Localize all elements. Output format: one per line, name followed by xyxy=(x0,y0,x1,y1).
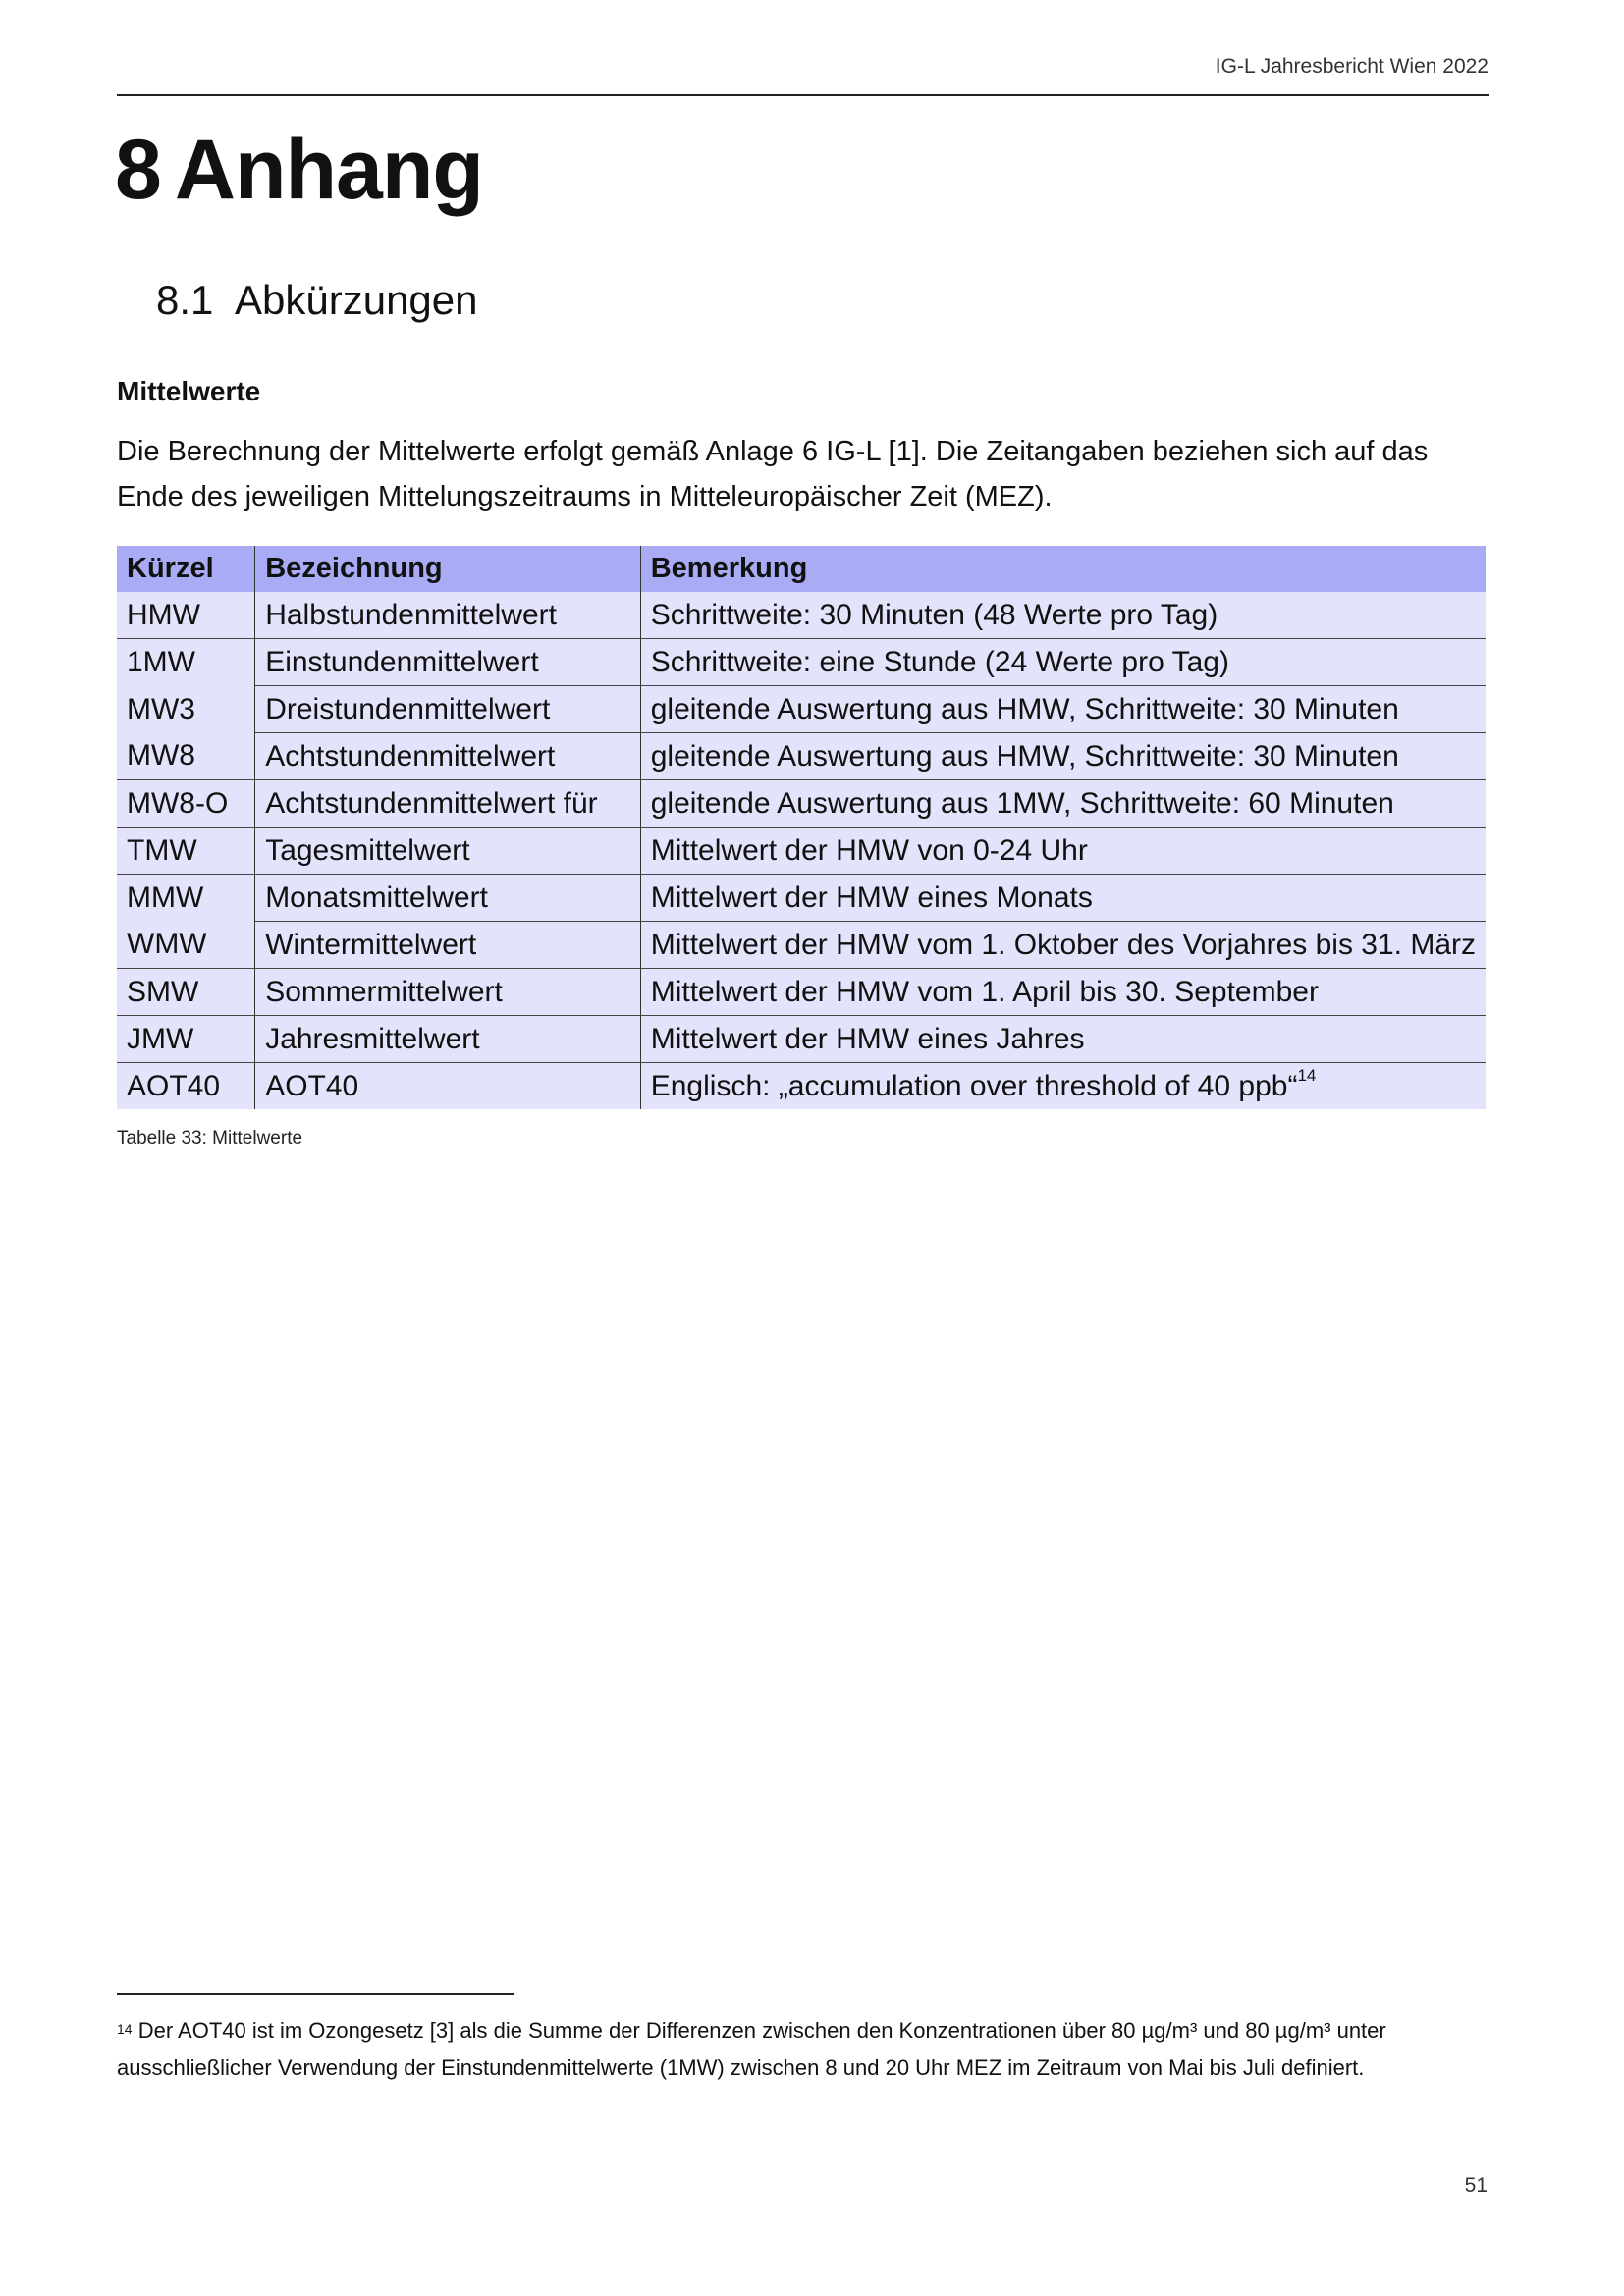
cell-kuerzel: MW3 xyxy=(117,686,255,733)
cell-bemerkung: Mittelwert der HMW eines Jahres xyxy=(640,1016,1486,1063)
cell-bemerkung: Mittelwert der HMW vom 1. April bis 30. September xyxy=(640,969,1486,1016)
cell-kuerzel: MW8 xyxy=(117,733,255,780)
cell-bemerkung-text: Englisch: „accumulation over threshold of 40 ppb“ xyxy=(650,1069,1298,1102)
table-row xyxy=(117,780,1486,828)
cell-bemerkung xyxy=(640,1063,1486,1110)
header-divider xyxy=(117,94,1489,96)
cell-bemerkung: Schrittweite: eine Stunde (24 Werte pro Tag) xyxy=(640,639,1486,686)
table-row xyxy=(117,969,1486,1016)
cell-kuerzel: 1MW xyxy=(117,639,255,686)
cell-kuerzel: MMW xyxy=(117,875,255,922)
chapter-title-text: Anhang xyxy=(174,123,483,217)
section-number: 8.1 xyxy=(156,277,214,323)
cell-kuerzel: JMW xyxy=(117,1016,255,1063)
cell-bemerkung: gleitende Auswertung aus HMW, Schrittweite: 30 Minuten xyxy=(640,733,1486,780)
page-number: 51 xyxy=(1464,2174,1488,2197)
footnote-text: Der AOT40 ist im Ozongesetz [3] als die Summe der Differenzen zwischen den Konzentrationen über 80 µg/m³ und 80 µg/m³ unter ausschließlicher Verwendung der Einstundenmittelwerte (1MW) zwischen 8 und 20 Uhr MEZ im Zeitraum von Mai bis Juli definiert. xyxy=(117,2018,1386,2080)
cell-bezeichnung: AOT40 xyxy=(255,1063,641,1110)
table-caption: Tabelle 33: Mittelwerte xyxy=(117,1128,303,1148)
cell-bezeichnung: Sommermittelwert xyxy=(255,969,641,1016)
table-header-row xyxy=(117,546,1486,592)
cell-bemerkung: Mittelwert der HMW vom 1. Oktober des Vorjahres bis 31. März xyxy=(640,922,1486,969)
cell-kuerzel: MW8-O xyxy=(117,780,255,828)
footnote-reference[interactable]: 14 xyxy=(1297,1065,1317,1085)
subheading: Mittelwerte xyxy=(117,376,261,406)
cell-bemerkung: Mittelwert der HMW eines Monats xyxy=(640,875,1486,922)
cell-bezeichnung: Dreistundenmittelwert xyxy=(255,686,641,733)
table-row xyxy=(117,922,1486,969)
header-bemerkung: Bemerkung xyxy=(640,546,1486,592)
cell-bezeichnung: Halbstundenmittelwert xyxy=(255,592,641,639)
cell-bemerkung: gleitende Auswertung aus 1MW, Schrittweite: 60 Minuten xyxy=(640,780,1486,828)
cell-bezeichnung: Monatsmittelwert xyxy=(255,875,641,922)
cell-bezeichnung: Wintermittelwert xyxy=(255,922,641,969)
cell-kuerzel: AOT40 xyxy=(117,1063,255,1110)
cell-kuerzel: SMW xyxy=(117,969,255,1016)
footnote-divider xyxy=(117,1993,514,1995)
cell-kuerzel: HMW xyxy=(117,592,255,639)
cell-bemerkung: Schrittweite: 30 Minuten (48 Werte pro Tag) xyxy=(640,592,1486,639)
chapter-title xyxy=(115,123,483,217)
table-row xyxy=(117,875,1486,922)
table-row xyxy=(117,592,1486,639)
footnote xyxy=(117,2012,1491,2087)
table-row xyxy=(117,828,1486,875)
cell-bezeichnung: Jahresmittelwert xyxy=(255,1016,641,1063)
cell-bemerkung: Mittelwert der HMW von 0-24 Uhr xyxy=(640,828,1486,875)
table-row xyxy=(117,639,1486,686)
header-bezeichnung: Bezeichnung xyxy=(255,546,641,592)
running-header: IG-L Jahresbericht Wien 2022 xyxy=(1215,55,1489,78)
table-row xyxy=(117,733,1486,780)
table-row xyxy=(117,1063,1486,1110)
cell-bezeichnung: Achtstundenmittelwert für xyxy=(255,780,641,828)
section-title-text: Abkürzungen xyxy=(235,277,478,323)
cell-bezeichnung: Einstundenmittelwert xyxy=(255,639,641,686)
footnote-marker: 14 xyxy=(117,2021,133,2037)
cell-kuerzel: WMW xyxy=(117,922,255,969)
intro-paragraph: Die Berechnung der Mittelwerte erfolgt gemäß Anlage 6 IG-L [1]. Die Zeitangaben beziehen sich auf das Ende des jeweiligen Mittelungszeitraums in Mitteleuropäischer Zeit (MEZ). xyxy=(117,436,1429,512)
abbreviations-table xyxy=(117,546,1486,1109)
section-title xyxy=(156,278,478,323)
chapter-number: 8 xyxy=(115,123,161,217)
abbreviations-table-container xyxy=(117,546,1486,1109)
header-kuerzel: Kürzel xyxy=(117,546,255,592)
cell-bemerkung: gleitende Auswertung aus HMW, Schrittweite: 30 Minuten xyxy=(640,686,1486,733)
cell-bezeichnung: Tagesmittelwert xyxy=(255,828,641,875)
table-row xyxy=(117,686,1486,733)
cell-kuerzel: TMW xyxy=(117,828,255,875)
cell-bezeichnung: Achtstundenmittelwert xyxy=(255,733,641,780)
table-row xyxy=(117,1016,1486,1063)
